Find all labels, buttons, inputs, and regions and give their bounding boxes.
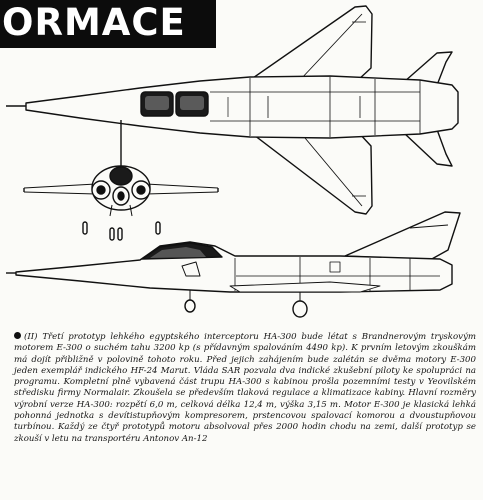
bullet-icon <box>14 332 21 339</box>
section-header-title: ORMACE <box>2 1 186 44</box>
article-paragraph <box>14 332 476 445</box>
side-view-aircraft <box>6 212 460 317</box>
front-view-aircraft <box>24 120 218 240</box>
article-body: Třetí prototyp lehkého egyptského interceptoru HA-300 bude létat s Brandnerovým tryskovým motorem E-300 o suchém tahu 3200 kp (s přídavným spalováním 4490 kp). K prvním letovým zkouškám má dojít přibližně v polovině tohoto roku. Před jejich zahájením bude zalétán se dvěma motory E-300 jeden exemplář indického HF-24 Marut. Vláda SAR pozvala dva indické zkušební piloty ke spolupráci na programu. Kompletní plně vybavená část trupu HA-300 s kabinou prošla pozemními testy v Yeovilském středisku firmy Normalair. Zkoušela se především tlaková regulace a klimatizace kabiny. Hlavní rozměry výrobní verze HA-300: rozpětí 6,0 m, celková délka 12,4 m, výška 3,15 m. Motor E-300 je klasická lehká pohonná jednotka s devítistupňovým kompresorem, prstencovou spalovací komorou a dvoustupňovou turbínou. Každý ze čtyř prototypů motoru absolvoval přes 2000 hodin chodu na zemi, další prototyp se zkouší v letu na transportéru Antonov An-12 <box>14 332 476 444</box>
article-tag: (II) <box>24 332 38 342</box>
top-view-aircraft <box>6 6 458 214</box>
